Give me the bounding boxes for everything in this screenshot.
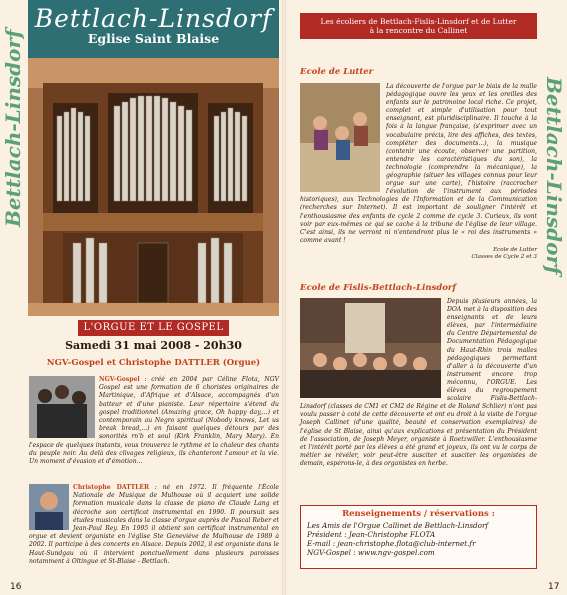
section-title-fislis: Ecole de Fislis-Bettlach-Linsdorf — [300, 283, 457, 293]
fislis-paragraph — [300, 298, 537, 468]
banner-line-2: à la rencontre du Callinet — [369, 26, 468, 35]
page-header — [28, 0, 279, 58]
dattler-lead: Christophe DATTLER — [73, 484, 150, 491]
organ-illustration — [28, 58, 279, 316]
section-title-lutter: Ecole de Lutter — [300, 67, 374, 77]
gospel-group-photo — [29, 376, 95, 438]
organ-photo — [28, 58, 279, 316]
reservations-email[interactable]: E-mail : jean-christophe.flota@club-internet.fr — [307, 539, 476, 548]
header-subtitle: Eglise Saint Blaise — [87, 31, 220, 46]
banner-line-1: Les écoliers de Bettlach-Fislis-Linsdorf et de Lutter — [320, 17, 517, 26]
lutter-paragraph — [300, 83, 537, 245]
gospel-text: : créé en 2004 par Céline Flota, NGV Gospel est une formation de 6 choristes originaires de Martinique, d'Afrique et d'Alsace, accompagnés d'un batteur et d'une pianiste. Leur répertoire s'étend du gospel traditionnel (Amazing grace, Oh happy day,...) et contemporain au Negro spiritual (Nobody knows, Let us break bread,...) en faisant quelques détours par des sonorités rn'b et soul (Kirk Franklin, Mary Mary). En l'espace de quelques instants, vous trouverez le rythme et la chaleur des chants du peuple noir. Au delà des clivages religieux, ils chanteront l'amour et la vie. Un moment d'évasion et d'émotion... — [29, 376, 279, 466]
side-title-left: Bettlach-Linsdorf — [1, 29, 25, 227]
event-caption: L'ORGUE ET LE GOSPEL — [78, 320, 229, 336]
lutter-class-photo — [300, 83, 380, 192]
dattler-paragraph — [29, 484, 279, 566]
reservations-association: Les Amis de l'Orgue Callinet de Bettlach-Linsdorf — [307, 521, 489, 530]
reservations-president: Président : Jean-Christophe FLOTA — [307, 530, 436, 539]
dattler-text: : né en 1972. Il fréquente l'École Nationale de Musique de Mulhouse où il acquiert une solide formation musicale dans la classe de piano de Claude Lang et décroche son certificat instrumental en 1990. Il poursuit ses études musicales dans la classe d'orgue auprès de Pascal Reber et Jean-Paul Rey. En 1995 il obtient son certificat instrumental en orgue et devient organiste en l'église Ste Geneviève de Mulhouse de 1989 à 2002. Il participe à des concerts en Alsace. Depuis 2002, il est organiste dans le Haut-Sundgau où il intervient ponctuellement dans plusieurs paroisses notamment à Oltingue et St-Blaise - Bettlach. — [29, 484, 279, 565]
lutter-signature — [426, 247, 537, 261]
dattler-photo-graphic — [29, 484, 69, 530]
left-margin-strip — [0, 0, 25, 595]
dattler-photo — [29, 484, 69, 530]
gospel-lead: NGV-Gospel — [99, 376, 140, 383]
left-page — [25, 0, 282, 595]
lutter-text: La découverte de l'orgue par le biais de la malle pédagogique ouvre les yeux et les oreilles des enfants sur le patrimoine local riche. Ce projet, complet et simple d'utilisation pour tout enseignant, est pluridisciplinaire. Il touche à la fois à la langue française, (s'exprimer avec un vocabulaire précis, lire des affiches, des textes, compléter des documents...), la musique (contenir une écoute, observer une partition, entendre les caractéristiques du son), la technologie (comprendre la mécanique), la géographie (situer les villages connus pour leur orgue sur une carte), l'histoire (raccrocher l'évolution de l'instrument aux périodes historiques), aux Technologies de l'Information et de la Communication (recherches sur Internet). Il est important de souligner l'intérêt et l'enthousiasme des enfants de cycle 2 comme de cycle 3. Curieux, ils vont voir par eux-mêmes ce qui se cache à la tribune de l'église de leur village. C'est ainsi, ils ne verront ni n'entendront plus le « roi des instruments » comme avant ! — [300, 83, 537, 244]
fislis-photo-graphic — [300, 298, 441, 398]
event-date: Samedi 31 mai 2008 - 20h30 — [65, 339, 242, 352]
event-performers: NGV-Gospel et Christophe DATTLER (Orgue) — [46, 358, 261, 368]
fislis-class-photo — [300, 298, 441, 398]
reservations-box — [300, 505, 537, 569]
fislis-text: Depuis plusieurs années, la DOA met à la disposition des enseignants et de leurs élèves, par l'intermédiaire du Centre Départemental de Documentation Pédagogique du Haut-Rhin trois malles pédagogiques permettant d'aller à la découverte d'un instrument encore trop méconnu, l'ORGUE. Les élèves du regroupement scolaire Fislis-Bettlach-Linsdorf (classes de CM1 et CM2 de Régine et de Roland Schlier) n'ont pas voulu passer à coté de cette découverte et ont eu droit à la visite de l'orgue Joseph Callinet (d'une qualité, beauté et conservation exemplaires) de l'église de St Blaise, ainsi qu'aux explications et présentation du Président de l'association, de Joseph Meyer, organiste à Roetzwiller. L'enthousiasme et l'intérêt porté par les élèves a été grand et joyeux, ils ont vu le corps de métier se révéler, voir peut-être susciter et susciter les organistes de demain, espérons-le, à des organistes en herbe. — [300, 298, 537, 467]
right-page — [286, 0, 542, 595]
schools-banner — [300, 13, 537, 39]
page-number-right: 17 — [548, 582, 560, 592]
gospel-paragraph — [29, 376, 279, 466]
reservations-website[interactable]: NGV-Gospel : www.ngv-gospel.com — [307, 548, 435, 557]
gospel-photo-graphic — [29, 376, 95, 438]
lutter-signature-line-2: Classes de Cycle 2 et 3 — [471, 254, 537, 260]
reservations-title: Renseignements / réservations : — [342, 509, 495, 519]
header-title: Bettlach-Linsdorf — [34, 4, 273, 33]
right-margin-strip — [542, 0, 567, 595]
lutter-photo-graphic — [300, 83, 380, 192]
page-number-left: 16 — [10, 582, 22, 592]
lutter-signature-line-1: Ecole de Lutter — [493, 247, 537, 253]
side-title-right: Bettlach-Linsdorf — [542, 77, 566, 275]
